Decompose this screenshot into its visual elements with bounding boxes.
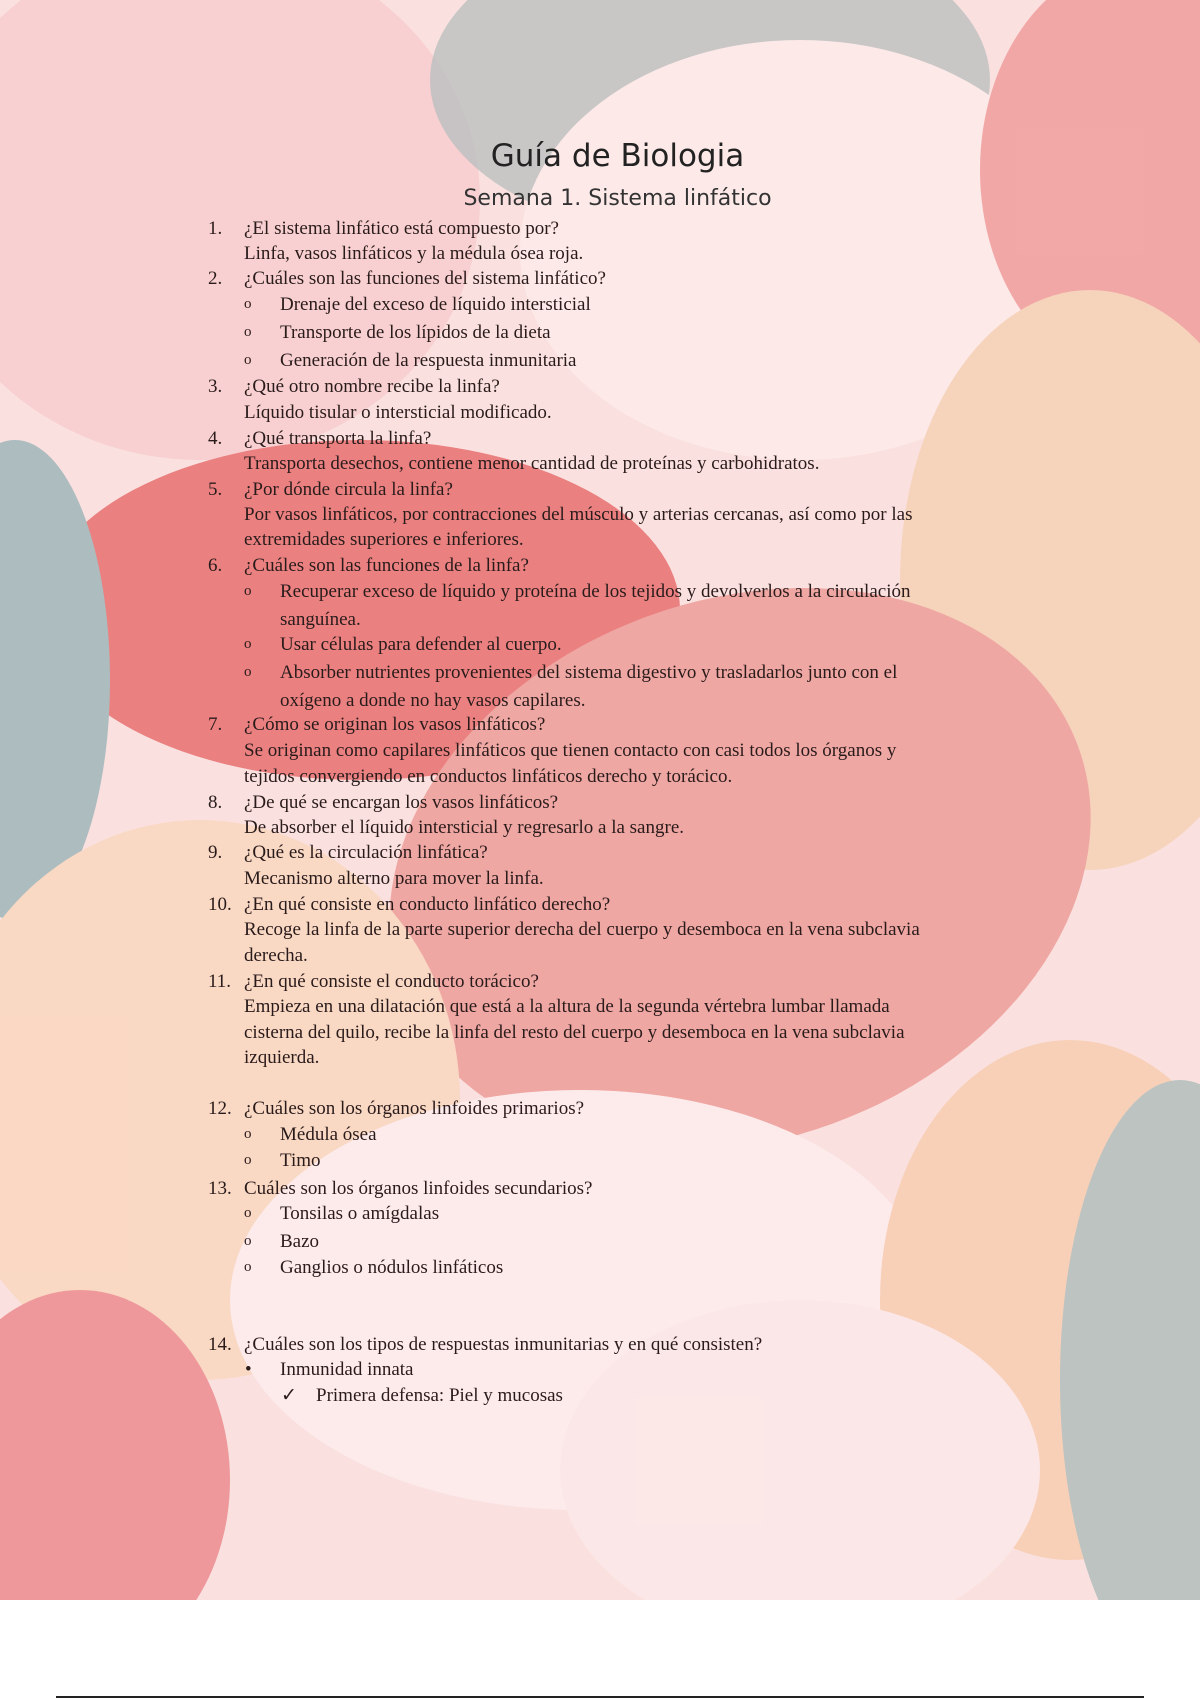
sub-item-text: sanguínea.: [280, 609, 361, 630]
sub-item-text: oxígeno a donde no hay vasos capilares.: [280, 690, 586, 711]
circle-bullet-icon: o: [244, 664, 252, 680]
sub-item-text: Absorber nutrientes provenientes del sistema digestivo y trasladarlos junto con el: [280, 662, 898, 683]
answer-text: Mecanismo alterno para mover la linfa.: [244, 868, 544, 889]
answer-text: Se originan como capilares linfáticos que tienen contacto con casi todos los órganos y: [244, 740, 897, 761]
checkmark-icon: ✓: [281, 1385, 297, 1406]
answer-text: Linfa, vasos linfáticos y la médula ósea roja.: [244, 243, 584, 264]
question-text: ¿Cuáles son las funciones de la linfa?: [244, 555, 529, 576]
circle-bullet-icon: o: [244, 1259, 252, 1275]
footer-divider: [56, 1696, 1144, 1698]
question-text: ¿Qué transporta la linfa?: [244, 428, 432, 449]
answer-text: extremidades superiores e inferiores.: [244, 529, 524, 550]
sub-item-text: Ganglios o nódulos linfáticos: [280, 1257, 504, 1278]
answer-text: izquierda.: [244, 1047, 320, 1068]
answer-text: derecha.: [244, 945, 308, 966]
circle-bullet-icon: o: [244, 1233, 252, 1249]
question-text: ¿De qué se encargan los vasos linfáticos?: [244, 792, 559, 813]
circle-bullet-icon: o: [244, 636, 252, 652]
sub-item-text: Transporte de los lípidos de la dieta: [280, 322, 551, 343]
item-number: 4.: [208, 428, 223, 449]
item-number: 5.: [208, 479, 223, 500]
question-text: ¿Cómo se originan los vasos linfáticos?: [244, 714, 546, 735]
sub-item-text: Usar células para defender al cuerpo.: [280, 634, 562, 655]
page-title: Guía de Biologia: [490, 138, 745, 174]
sub-item-text: Timo: [280, 1150, 321, 1171]
answer-text: cisterna del quilo, recibe la linfa del resto del cuerpo y desemboca en la vena subclavia: [244, 1022, 905, 1043]
item-number: 8.: [208, 792, 223, 813]
sub-sub-item-text: Primera defensa: Piel y mucosas: [316, 1385, 563, 1406]
sub-item-text: Drenaje del exceso de líquido intersticial: [280, 294, 591, 315]
question-text: ¿En qué consiste el conducto torácico?: [244, 971, 539, 992]
question-text: ¿Por dónde circula la linfa?: [244, 479, 453, 500]
item-number: 10.: [208, 894, 232, 915]
item-number: 1.: [208, 218, 223, 239]
item-number: 6.: [208, 555, 223, 576]
item-number: 2.: [208, 268, 223, 289]
question-text: ¿Qué otro nombre recibe la linfa?: [244, 376, 500, 397]
question-text: ¿El sistema linfático está compuesto por?: [244, 218, 559, 239]
answer-text: Empieza en una dilatación que está a la altura de la segunda vértebra lumbar llamada: [244, 996, 890, 1017]
page-subtitle: Semana 1. Sistema linfático: [463, 186, 772, 211]
circle-bullet-icon: o: [244, 352, 252, 368]
question-text: ¿Cuáles son las funciones del sistema linfático?: [244, 268, 606, 289]
answer-text: Transporta desechos, contiene menor cantidad de proteínas y carbohidratos.: [244, 453, 820, 474]
question-text: ¿Cuáles son los tipos de respuestas inmunitarias y en qué consisten?: [244, 1334, 763, 1355]
question-text: ¿En qué consiste en conducto linfático derecho?: [244, 894, 611, 915]
circle-bullet-icon: o: [244, 1126, 252, 1142]
circle-bullet-icon: o: [244, 324, 252, 340]
sub-item-text: Recuperar exceso de líquido y proteína de los tejidos y devolverlos a la circulación: [280, 581, 911, 602]
sub-item-text: Médula ósea: [280, 1124, 377, 1145]
item-number: 11.: [208, 971, 232, 992]
sub-item-text: Tonsilas o amígdalas: [280, 1203, 440, 1224]
answer-text: Recoge la linfa de la parte superior derecha del cuerpo y desemboca en la vena subclavia: [244, 919, 920, 940]
circle-bullet-icon: o: [244, 583, 252, 599]
item-number: 7.: [208, 714, 223, 735]
item-number: 3.: [208, 376, 223, 397]
answer-text: Líquido tisular o intersticial modificado.: [244, 402, 552, 423]
sub-item-text: Generación de la respuesta inmunitaria: [280, 350, 577, 371]
item-number: 13.: [208, 1178, 232, 1199]
disc-bullet-icon: •: [245, 1359, 252, 1380]
item-number: 14.: [208, 1334, 232, 1355]
item-number: 12.: [208, 1098, 232, 1119]
sub-item-text: Bazo: [280, 1231, 320, 1252]
answer-text: tejidos convergiendo en conductos linfáticos derecho y torácico.: [244, 766, 733, 787]
circle-bullet-icon: o: [244, 1205, 252, 1221]
circle-bullet-icon: o: [244, 1152, 252, 1168]
answer-text: De absorber el líquido intersticial y regresarlo a la sangre.: [244, 817, 684, 838]
sub-item-text: Inmunidad innata: [280, 1359, 414, 1380]
item-number: 9.: [208, 842, 223, 863]
question-text: ¿Qué es la circulación linfática?: [244, 842, 488, 863]
question-text: ¿Cuáles son los órganos linfoides primarios?: [244, 1098, 585, 1119]
circle-bullet-icon: o: [244, 296, 252, 312]
question-text: Cuáles son los órganos linfoides secundarios?: [244, 1178, 593, 1199]
answer-text: Por vasos linfáticos, por contracciones del músculo y arterias cercanas, así como por las: [244, 504, 913, 525]
